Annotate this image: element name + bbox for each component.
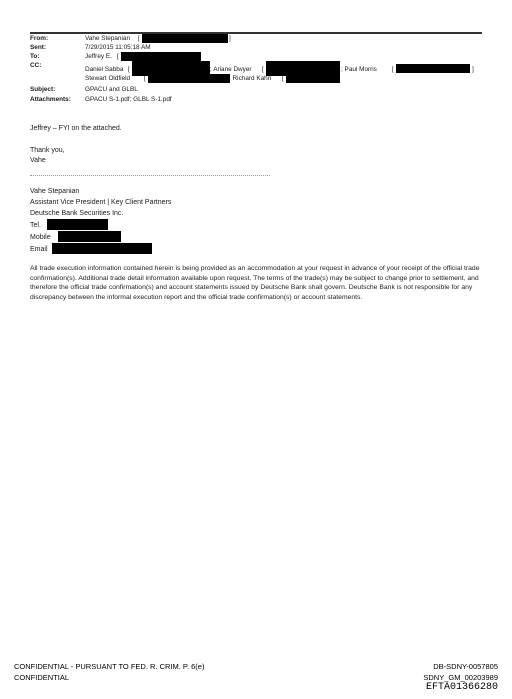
cc-name: ; Paul Morris (341, 66, 377, 73)
from-label: From: (30, 35, 49, 42)
signature-separator (30, 175, 270, 176)
redaction-block (121, 52, 201, 61)
footer-confidential-pursuant: CONFIDENTIAL - PURSUANT TO FED. R. CRIM. P. 6(e) (14, 662, 205, 671)
footer-bates-efta: EFTA01366280 (425, 682, 498, 693)
signature-tel-label: Tel. (30, 222, 41, 229)
redaction-block (47, 219, 108, 230)
to-label: To: (30, 53, 40, 60)
redaction-block (58, 231, 121, 242)
signature-name: Vahe Stepanian (30, 188, 80, 195)
header-rule (30, 32, 482, 34)
signature-company: Deutsche Bank Securities Inc. (30, 210, 124, 217)
cc-label: CC: (30, 62, 42, 69)
subject-value: GPACU and GLBL (85, 86, 138, 93)
subject-label: Subject: (30, 86, 56, 93)
signature-title: Assistant Vice President | Key Client Partners (30, 199, 172, 206)
cc-name: Stewart Oldfield (85, 75, 131, 82)
body-thanks: Thank you, (30, 147, 65, 154)
cc-name: ; Richard Kahn (229, 75, 272, 82)
document-page: From: Vahe Stepanian [ ] Sent: 7/29/2015 11:05:18 AM To: Jeffrey E. [ CC: Daniel Sabba [ ; Ariane Dwyer [ ; Paul Morris [ ] Stewart Oldfield [ ; Richard Kahn [ Subject: GPACU and GLBL Attachments: GPACU S-1.pdf; GLBL S-1.pdf Jeffrey – FYI on the attached. Thank you, Vahe Vahe Stepanian Assistant Vice President | Key Client Partners Deutsche Bank Securities Inc. Tel. Mobile Email All trade execution information contained herein is being provided as an accommodation at your request in advance of your receipt of the official trade confirmation(s). Additional trade detail information available upon request. The terms of the trade(s) may be subject to change prior to settlement, and therefore the official trade confirmation(s) and account statements issued by Deutsche Bank shall govern. Deutsche Bank is not responsible for any discrepancy between the informal execution report and the official trade confirmation(s) or account statements. CONFIDENTIAL - PURSUANT TO FED. R. CRIM. P. 6(e) CONFIDENTIAL DB-SDNY-0057805 SDNY_GM_00203989 EFTA01366280 (0, 0, 512, 699)
redaction-block (142, 34, 228, 43)
attachments-label: Attachments: (30, 96, 71, 103)
redaction-block (286, 74, 340, 83)
signature-mobile-label: Mobile (30, 234, 51, 241)
footer-bates-sdny: SDNY_GM_00203989 (423, 673, 498, 682)
sent-label: Sent: (30, 44, 46, 51)
sent-value: 7/29/2015 11:05:18 AM (85, 44, 151, 51)
signature-email-label: Email (30, 246, 48, 253)
cc-name: Daniel Sabba (85, 66, 124, 73)
body-sign: Vahe (30, 157, 46, 164)
body-line: Jeffrey – FYI on the attached. (30, 125, 122, 132)
redaction-block (396, 64, 470, 73)
to-value: Jeffrey E. (85, 53, 112, 60)
from-value: Vahe Stepanian (85, 35, 131, 42)
redaction-block (52, 243, 152, 254)
redaction-block (148, 74, 230, 83)
cc-name: ; Ariane Dwyer (210, 66, 252, 73)
footer-bates-db: DB-SDNY-0057805 (433, 662, 498, 671)
disclaimer-text: All trade execution information contained herein is being provided as an accommodation at your request in advance of your receipt of the official trade confirmation(s). Additional trade detail information available upon request. The terms of the trade(s) may be subject to change prior to settlement, and therefore the official trade confirmation(s) and account statements issued by Deutsche Bank shall govern. Deutsche Bank is not responsible for any discrepancy between the informal execution report and the official trade confirmation(s) or account statements. (30, 265, 480, 301)
attachments-value: GPACU S-1.pdf; GLBL S-1.pdf (85, 96, 172, 103)
footer-confidential: CONFIDENTIAL (14, 673, 70, 682)
